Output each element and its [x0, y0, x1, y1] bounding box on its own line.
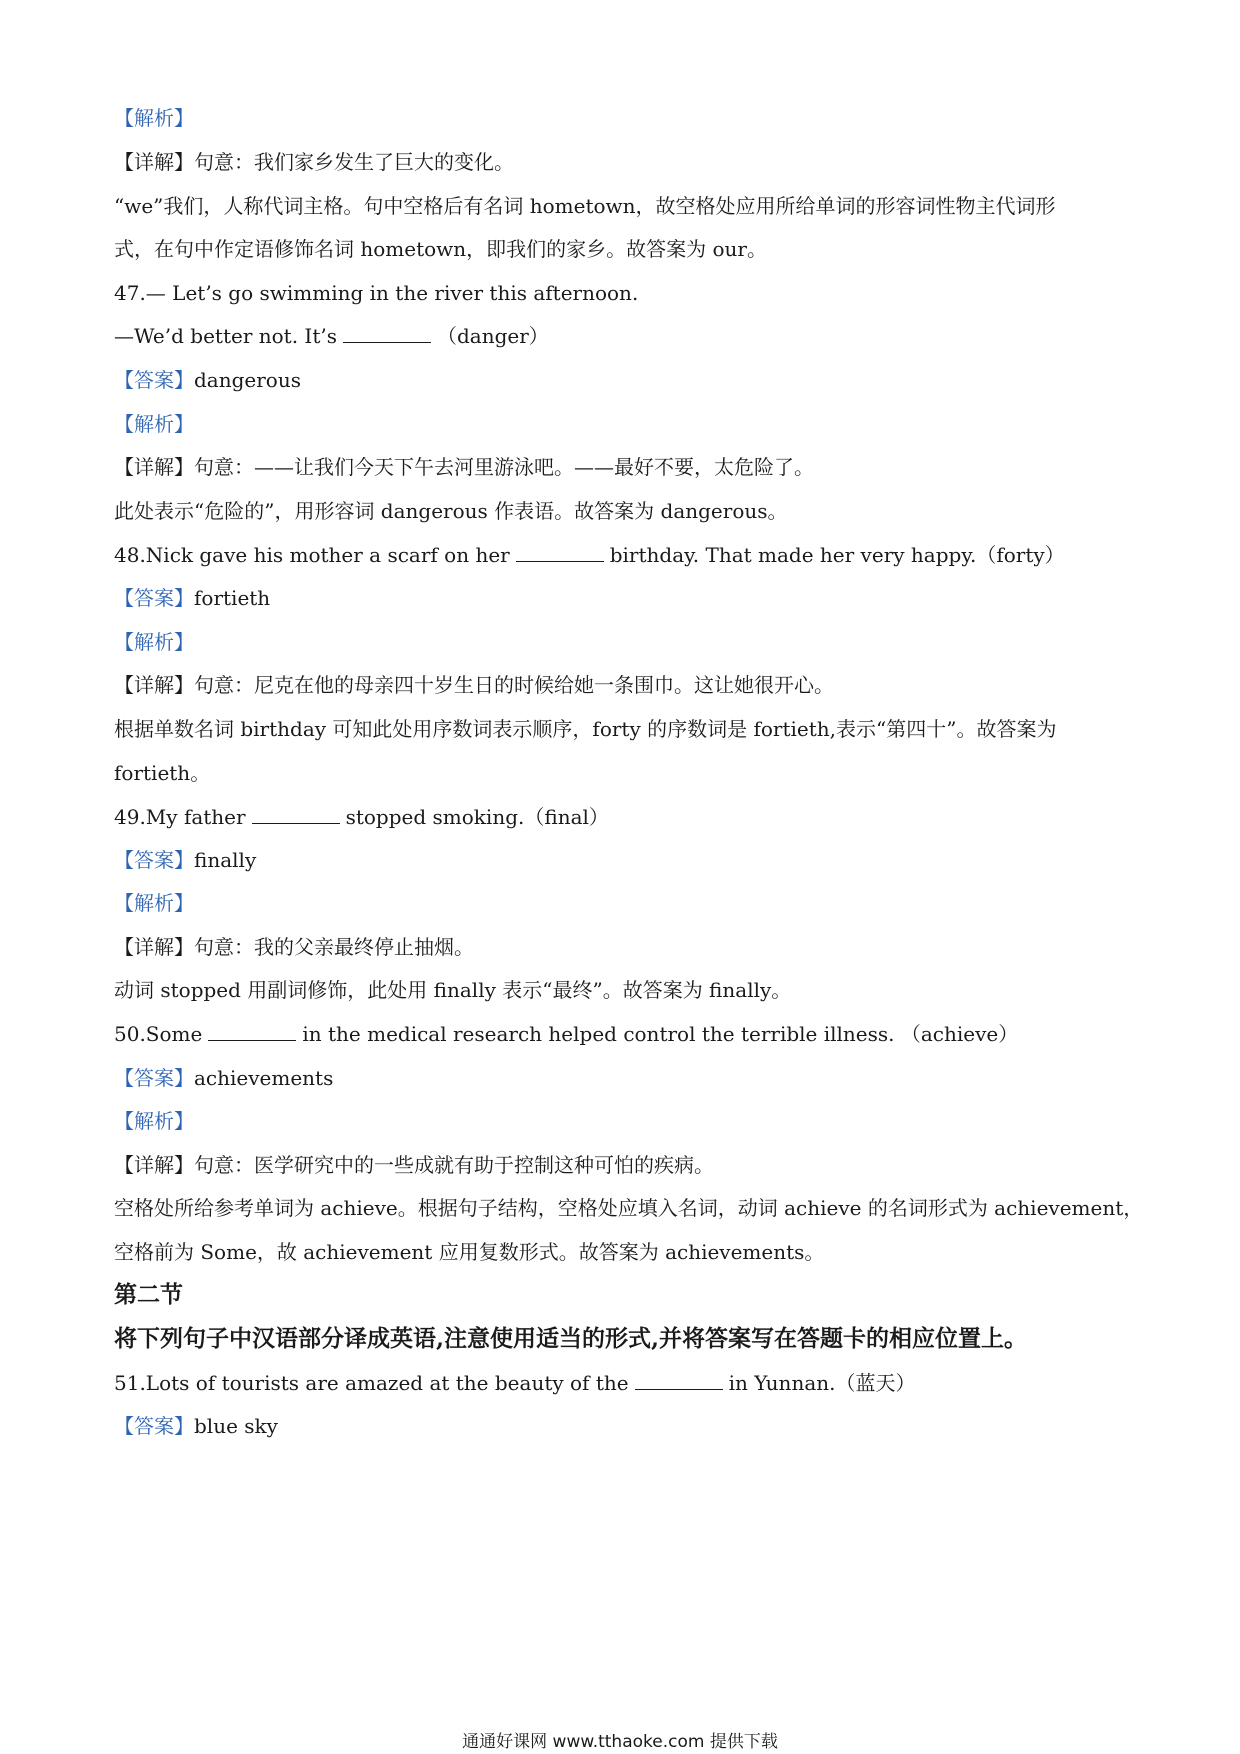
- explanation-line: “we”我们，人称代词主格。句中空格后有名词 hometown，故空格处应用所给单词的形容词性物主代词形: [114, 194, 1056, 218]
- explanation-line: 动词 stopped 用副词修饰，此处用 finally 表示“最终”。故答案为 finally。: [114, 978, 792, 1002]
- analysis-heading: 【解析】: [114, 412, 194, 436]
- answer-line: 【答案】fortieth: [114, 586, 271, 610]
- answer-blank: [343, 324, 431, 343]
- detail-line: 【详解】句意：我们家乡发生了巨大的变化。: [114, 150, 514, 174]
- answer-blank: [252, 805, 340, 824]
- detail-line: 【详解】句意：尼克在他的母亲四十岁生日的时候给她一条围巾。这让她很开心。: [114, 673, 834, 697]
- question-50: 50.Some in the medical research helped control the terrible illness. （achieve）: [114, 1022, 1019, 1046]
- answer-blank: [516, 543, 604, 562]
- question-47-blank-line: —We’d better not. It’s （danger）: [114, 324, 549, 348]
- analysis-heading: 【解析】: [114, 630, 194, 654]
- explanation-line: 空格处所给参考单词为 achieve。根据句子结构，空格处应填入名词，动词 achieve 的名词形式为 achievement，: [114, 1196, 1144, 1220]
- detail-line: 【详解】句意：——让我们今天下午去河里游泳吧。——最好不要，太危险了。: [114, 455, 814, 479]
- answer-blank: [635, 1371, 723, 1390]
- explanation-line: 此处表示“危险的”，用形容词 dangerous 作表语。故答案为 dangerous。: [114, 499, 788, 523]
- page-footer: 通通好课网 www.tthaoke.com 提供下载: [462, 1732, 778, 1752]
- explanation-line: 根据单数名词 birthday 可知此处用序数词表示顺序，forty 的序数词是 fortieth,表示“第四十”。故答案为: [114, 717, 1057, 741]
- explanation-line: 空格前为 Some，故 achievement 应用复数形式。故答案为 achievements。: [114, 1240, 825, 1264]
- question-48: 48.Nick gave his mother a scarf on her birthday. That made her very happy.（forty）: [114, 543, 1065, 567]
- analysis-heading: 【解析】: [114, 1109, 194, 1133]
- explanation-line: fortieth。: [114, 761, 211, 785]
- explanation-line: 式，在句中作定语修饰名词 hometown，即我们的家乡。故答案为 our。: [114, 237, 767, 261]
- analysis-heading: 【解析】: [114, 106, 194, 130]
- answer-line: 【答案】blue sky: [114, 1414, 278, 1438]
- section-instruction: 将下列句子中汉语部分译成英语,注意使用适当的形式,并将答案写在答题卡的相应位置上。: [114, 1325, 1028, 1352]
- question-49: 49.My father stopped smoking.（final）: [114, 805, 609, 829]
- detail-line: 【详解】句意：我的父亲最终停止抽烟。: [114, 935, 474, 959]
- analysis-heading: 【解析】: [114, 891, 194, 915]
- answer-blank: [208, 1022, 296, 1041]
- question-51: 51.Lots of tourists are amazed at the beauty of the in Yunnan.（蓝天）: [114, 1371, 916, 1395]
- answer-line: 【答案】finally: [114, 848, 257, 872]
- answer-line: 【答案】dangerous: [114, 368, 301, 392]
- detail-line: 【详解】句意：医学研究中的一些成就有助于控制这种可怕的疾病。: [114, 1153, 714, 1177]
- question-47: 47.— Let’s go swimming in the river this afternoon.: [114, 281, 639, 305]
- answer-line: 【答案】achievements: [114, 1066, 334, 1090]
- section-heading: 第二节: [114, 1281, 183, 1308]
